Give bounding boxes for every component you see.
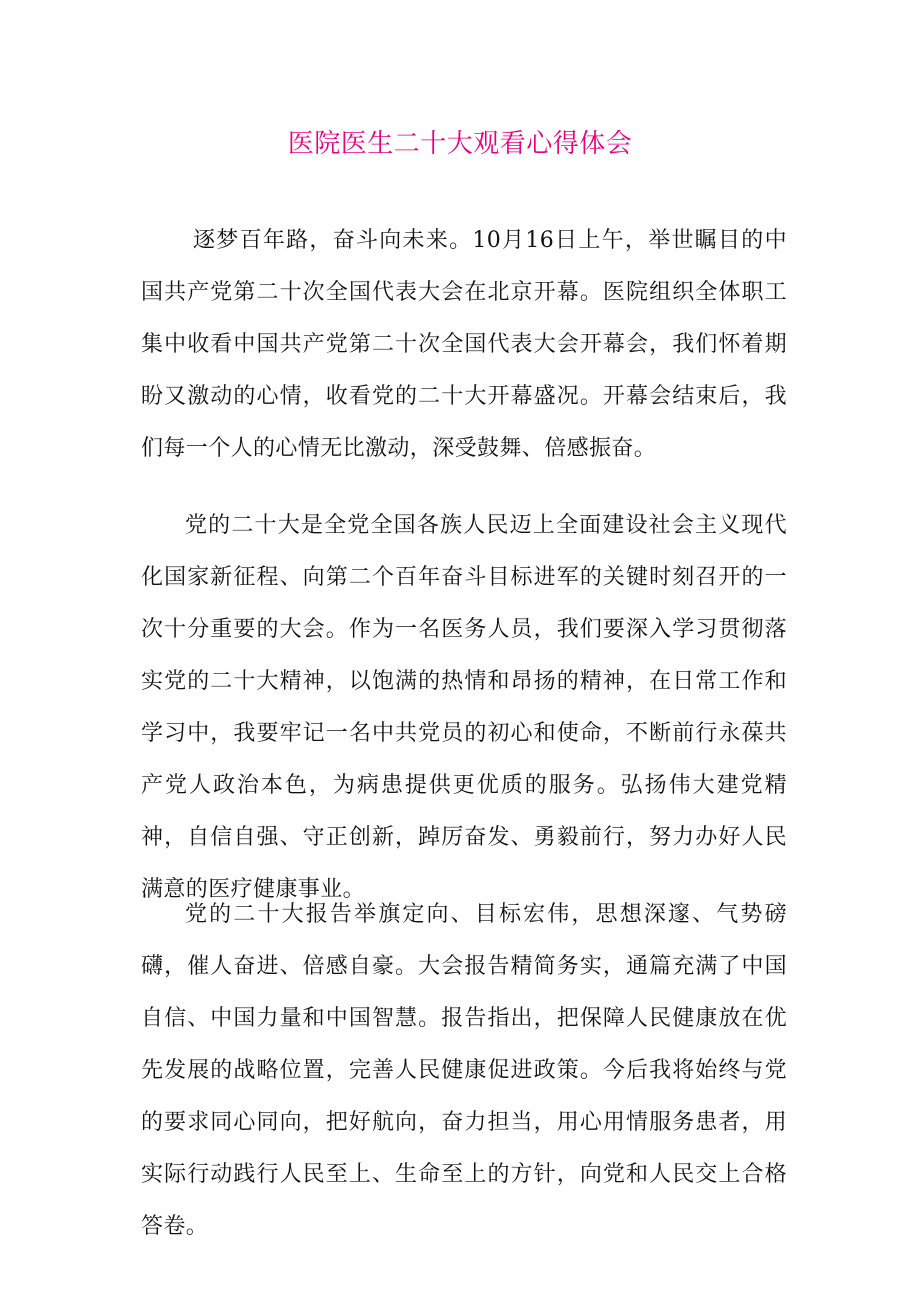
document-title: 医院医生二十大观看心得体会 [287, 129, 633, 159]
paragraph-2: 党的二十大是全党全国各族人民迈上全面建设社会主义现代化国家新征程、向第二个百年奋斗目标进军的关键时刻召开的一次十分重要的大会。作为一名医务人员，我们要深入学习贯彻落实党的二十大精神，以饱满的热情和昂扬的精神，在日常工作和学习中，我要牢记一名中共党员的初心和使命，不断前行永葆共产党人政治本色，为病患提供更优质的服务。弘扬伟大建党精神，自信自强、守正创新，踔厉奋发、勇毅前行，努力办好人民满意的医疗健康事业。 [141, 513, 787, 902]
paragraph-1: 逐梦百年路，奋斗向未来。10月16日上午，举世瞩目的中国共产党第二十次全国代表大会在北京开幕。医院组织全体职工集中收看中国共产党第二十次全国代表大会开幕会，我们怀着期盼又激动的心情，收看党的二十大开幕盛况。开幕会结束后，我们每一个人的心情无比激动，深受鼓舞、倍感振奋。 [141, 228, 787, 461]
paragraph-3: 党的二十大报告举旗定向、目标宏伟，思想深邃、气势磅礴，催人奋进、倍感自豪。大会报告精简务实，通篇充满了中国自信、中国力量和中国智慧。报告指出，把保障人民健康放在优先发展的战略位置，完善人民健康促进政策。今后我将始终与党的要求同心同向，把好航向，奋力担当，用心用情服务患者，用实际行动践行人民至上、生命至上的方针，向党和人民交上合格答卷。 [141, 902, 787, 1239]
